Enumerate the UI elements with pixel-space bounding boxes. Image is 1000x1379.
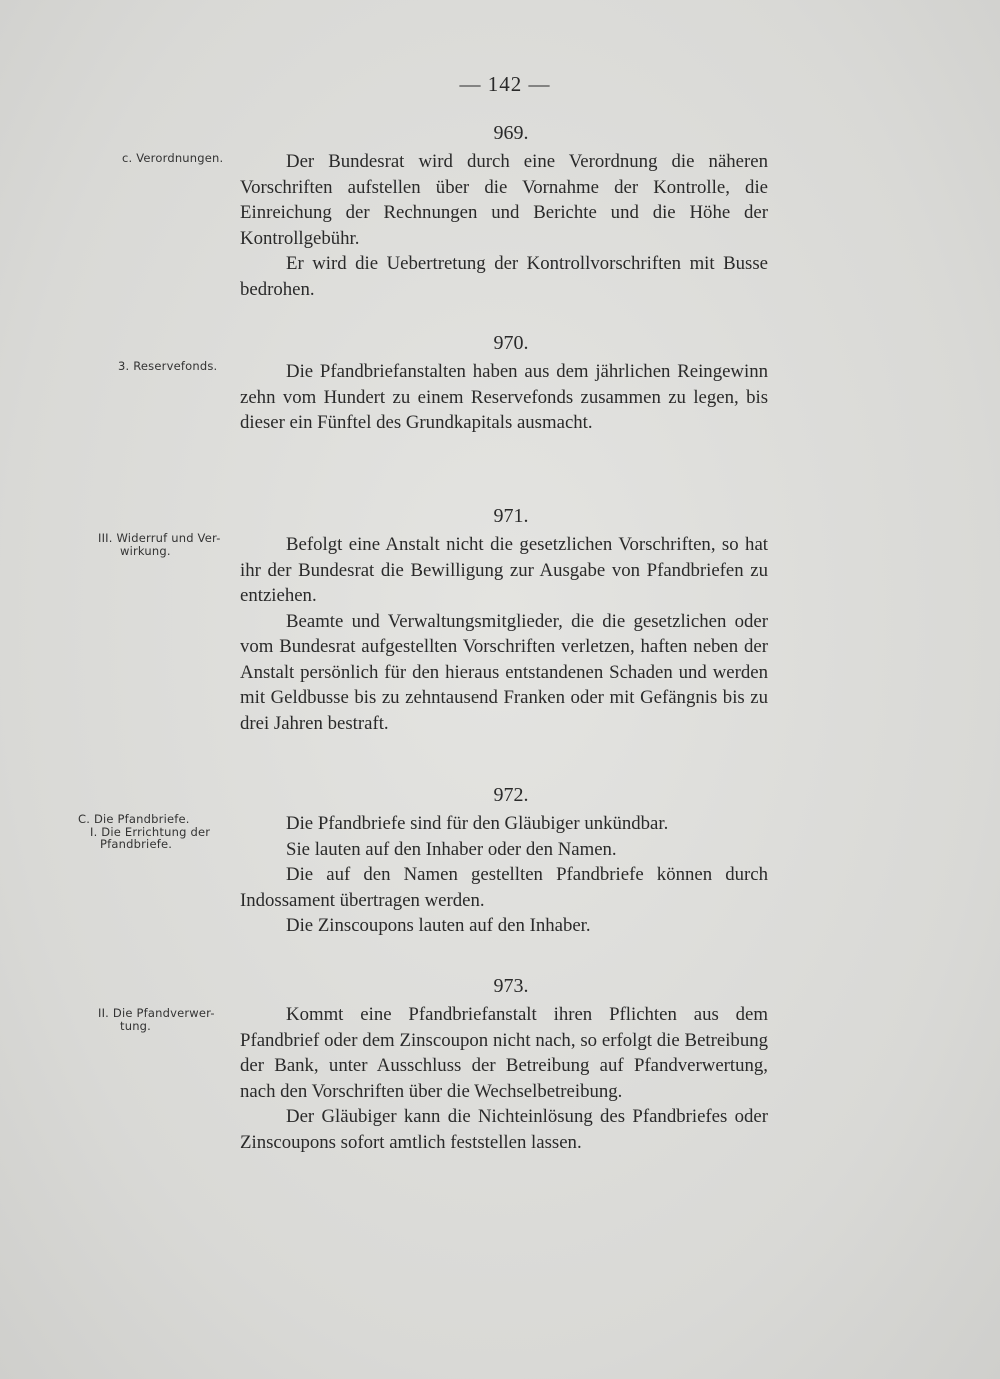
paragraph: Sie lauten auf den Inhaber oder den Namen. [286,838,617,860]
margin-note-972 [78,813,210,851]
paragraph: Die Pfandbriefanstalten haben aus dem jährlichen Reingewinn zehn vom Hundert zu einem Reservefonds zusammen zu legen, bis dieser ein Fünftel des Grundkapitals ausmacht. [240,361,768,433]
margin-note-973 [98,1007,215,1032]
margin-note-line: Pfandbriefe. [100,837,173,851]
margin-note-line: C. Die Pfandbriefe. [78,812,190,826]
article-972 [240,784,768,939]
paragraph: Der Gläubiger kann die Nichteinlösung des Pfandbriefes oder Zinscoupons sofort amtlich feststellen lassen. [240,1106,768,1153]
margin-note-line: II. Die Pfandverwer- [98,1006,215,1020]
margin-note-line: tung. [120,1018,152,1033]
margin-note-969 [122,152,223,165]
article-number: 973. [493,975,529,997]
paragraph: Der Bundesrat wird durch eine Verordnung die näheren Vorschriften aufstellen über die Vornahme der Kontrolle, die Einreichung der Rechnungen und Berichte und die Höhe der Kontrollgebühr. [240,151,768,249]
article-number: 970. [493,332,529,354]
margin-note-970 [118,360,217,373]
paragraph: Kommt eine Pfandbriefanstalt ihren Pflichten aus dem Pfandbrief oder dem Zinscoupon nicht nach, so erfolgt die Betreibung der Bank, unter Ausschluss der Betreibung auf Pfandverwertung, nach den Vorschriften über die Wechselbetreibung. [240,1004,768,1102]
article-number: 971. [493,505,529,527]
article-969 [240,122,768,302]
paragraph: Die Pfandbriefe sind für den Gläubiger unkündbar. [286,813,669,834]
article-number: 972. [493,784,529,806]
margin-note-971 [98,532,221,557]
page-number: — 142 — [459,72,551,96]
margin-note-line: III. Widerruf und Ver- [98,531,221,545]
article-number: 969. [493,122,529,144]
paragraph: Befolgt eine Anstalt nicht die gesetzlichen Vorschriften, so hat ihr der Bundesrat die Bewilligung zur Ausgabe von Pfandbriefen zu entziehen. [240,534,768,606]
paragraph: Die Zinscoupons lauten auf den Inhaber. [286,915,591,936]
article-971 [240,505,768,736]
article-973 [240,975,768,1155]
margin-note-line: wirkung. [120,543,171,558]
paragraph: Er wird die Uebertretung der Kontrollvorschriften mit Busse bedrohen. [240,253,768,300]
article-970 [240,332,768,436]
paragraph: Die auf den Namen gestellten Pfandbriefe können durch Indossament übertragen werden. [240,864,768,911]
margin-note-line: I. Die Errichtung der [90,824,211,839]
margin-note-line: 3. Reservefonds. [118,359,218,373]
paragraph: Beamte und Verwaltungsmitglieder, die die gesetzlichen oder vom Bundesrat aufgestellten Vorschriften verletzen, haften neben der Anstalt persönlich für den hieraus entstandenen Schaden und werden mit Geldbusse bis zu zehntausend Franken oder mit Gefängnis bis zu drei Jahren bestraft. [240,610,768,734]
margin-note-line: c. Verordnungen. [122,151,224,165]
